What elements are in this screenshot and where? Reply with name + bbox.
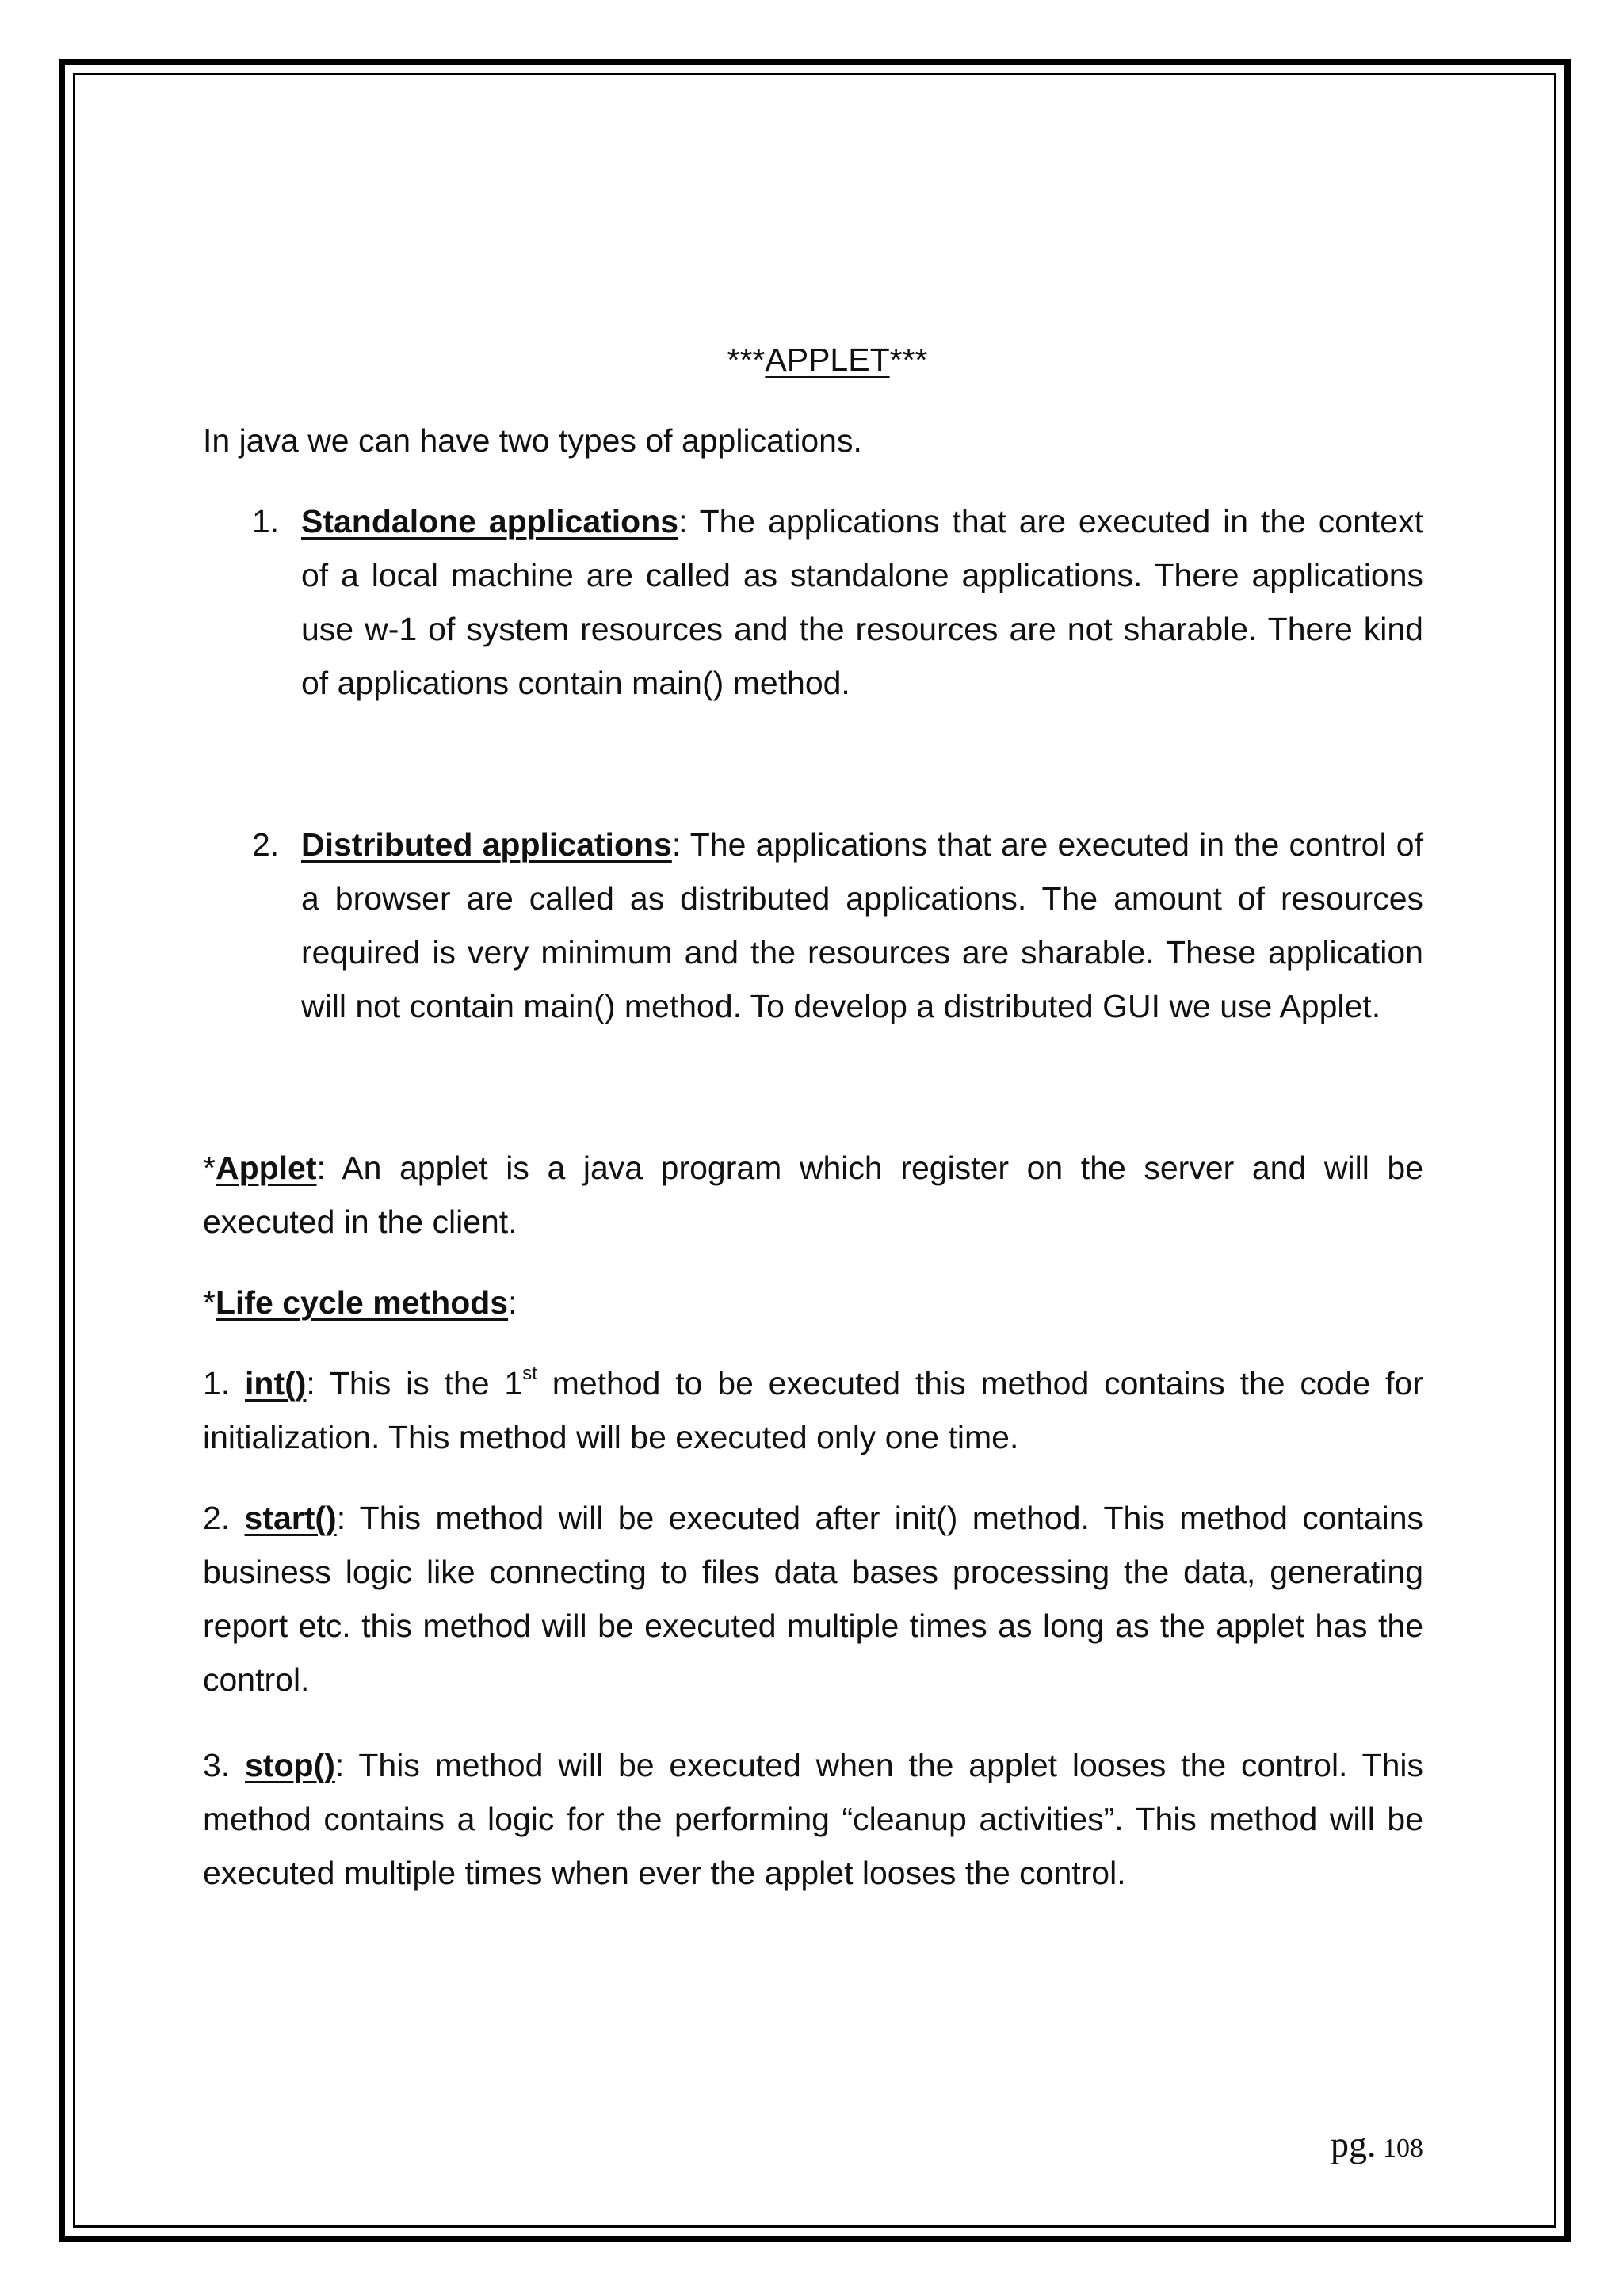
applet-definition <box>203 1141 1423 1249</box>
intro-paragraph: In java we can have two types of applications. <box>203 422 862 459</box>
term-standalone: Standalone applications <box>301 503 679 540</box>
method-text: : This method will be executed after init() method. This method contains business logic like connecting to files data bases processing the data, generating report etc. this method will be executed multiple times as long as the applet has the control. <box>203 1500 1423 1698</box>
life-cycle-suffix: : <box>508 1284 517 1321</box>
method-number: 1. <box>203 1365 246 1402</box>
list-item-body <box>301 818 1423 1033</box>
page-number <box>1331 2123 1423 2165</box>
applet-prefix: * <box>203 1150 216 1186</box>
life-cycle-heading <box>203 1276 1423 1329</box>
standalone-description: : The applications that are executed in the context of a local machine are called as standalone applications. There applications use w-1 of system resources and the resources are not sharable. There kind of applications contain main() method. <box>301 503 1423 701</box>
method-start <box>203 1491 1423 1707</box>
method-name-stop: stop() <box>245 1747 335 1783</box>
title-suffix: *** <box>889 341 928 378</box>
list-item-body <box>301 494 1423 710</box>
method-number: 3. <box>203 1747 246 1783</box>
list-item-standalone <box>252 494 1423 710</box>
title-prefix: *** <box>727 341 766 378</box>
term-applet: Applet <box>215 1150 317 1186</box>
method-number: 2. <box>203 1500 245 1536</box>
life-cycle-heading-text: Life cycle methods <box>215 1284 509 1321</box>
method-init <box>203 1356 1423 1464</box>
list-number: 1. <box>252 503 280 540</box>
title-text: APPLET <box>765 341 890 378</box>
method-text: method to be executed this method contains the code for initialization. This method will be executed only one time. <box>203 1365 1423 1455</box>
method-text: : This method will be executed when the applet looses the control. This method contains a logic for the performing “cleanup activities”. This method will be executed multiple times when ever the applet looses the control. <box>203 1747 1423 1891</box>
list-number: 2. <box>252 826 280 863</box>
page-title <box>217 333 1438 387</box>
list-item-distributed <box>252 818 1423 1033</box>
page-number-label: pg. <box>1331 2124 1377 2164</box>
method-name-start: start() <box>244 1500 337 1536</box>
ordinal-superscript: st <box>522 1363 537 1385</box>
term-distributed: Distributed applications <box>301 826 672 863</box>
document-body <box>203 333 1423 1900</box>
page-number-value: 108 <box>1383 2134 1423 2163</box>
life-cycle-prefix: * <box>203 1284 216 1321</box>
method-text: : This is the 1 <box>306 1365 523 1402</box>
method-stop <box>203 1738 1423 1900</box>
distributed-description: : The applications that are executed in the control of a browser are called as distributed applications. The amount of resources required is very minimum and the resources are sharable. These application will not contain main() method. To develop a distributed GUI we use Applet. <box>301 826 1423 1024</box>
applet-definition-text: : An applet is a java program which register on the server and will be executed in the client. <box>203 1150 1423 1240</box>
method-name-init: int() <box>245 1365 307 1402</box>
